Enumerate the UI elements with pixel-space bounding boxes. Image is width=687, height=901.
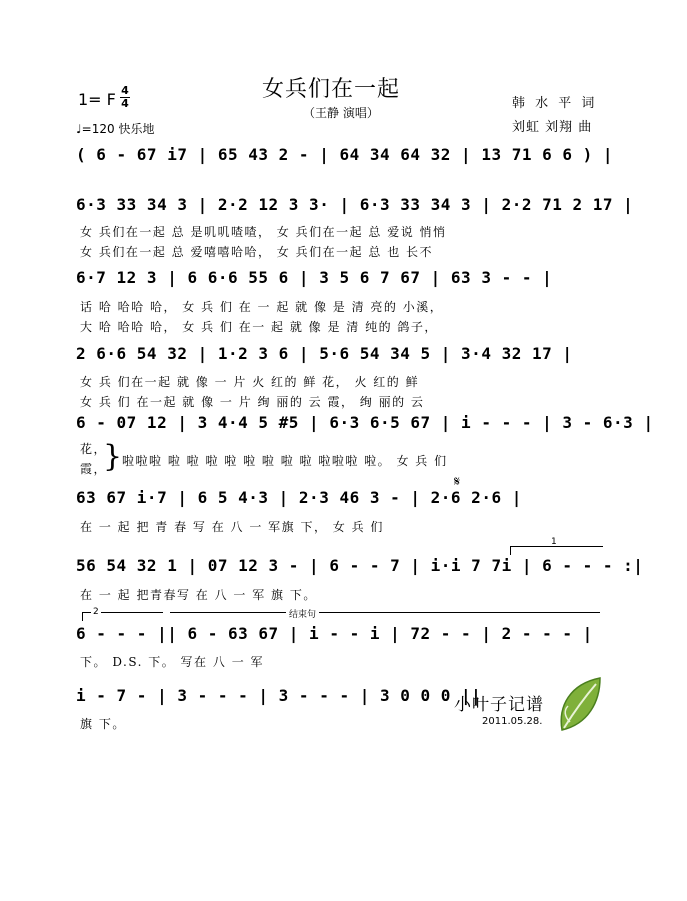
volta-1-bracket [510,537,603,555]
notation-line-6 [76,488,616,518]
lyric-line-4b: 女 兵 们 在一起 就 像 一 片 绚 丽的 云 霞， 绚 丽的 云 [80,395,425,409]
time-signature [120,86,130,109]
volta-2-bracket [82,607,163,621]
notation-line-4 [76,344,616,374]
brace-icon: } [103,439,123,474]
coda-bracket [170,612,600,619]
notes: ( 6 - 67 i7 | 65 43 2 - | 64 34 64 32 | 13 71 6 6 ) | [76,145,614,164]
singer-subtitle: （王静 演唱） [303,106,379,120]
notation-line-8 [76,624,616,654]
notation-line-3 [76,268,616,298]
time-sig-top: 4 [121,84,129,97]
notes: i - 7 - | 3 - - - | 3 - - - | 3 0 0 0 || [76,686,482,705]
lyric-line-8: 下。 D.S. 下。 写在 八 一 军 [80,655,265,669]
volta-2-label: 2 [93,607,99,617]
lyric-line-5b: 霞， [80,462,108,476]
composer-credit: 刘虹 刘翔 曲 [512,120,593,135]
lyric-line-6: 在 一 起 把 青 春 写 在 八 一 军旗 下， 女 兵 们 [80,520,384,534]
notes: 63 67 i·7 | 6 5 4·3 | 2·3 46 3 - | 2·6 2·6 | [76,488,522,507]
lyric-line-4a: 女 兵 们在一起 就 像 一 片 火 红的 鲜 花， 火 红的 鲜 [80,375,420,389]
tempo-marking [76,120,154,137]
lyric-line-2b: 女 兵们在一起 总 爱嘻嘻哈哈， 女 兵们在一起 总 也 长不 [80,245,434,259]
notation-line-5 [76,413,654,443]
notes: 6·7 12 3 | 6 6·6 55 6 | 3 5 6 7 67 | 63 3 - - | [76,268,553,287]
notation-line-2 [76,195,634,225]
lyric-line-5a: 花， [80,442,108,456]
transcriber-signature: 小叶子记谱 [454,695,544,715]
notes: 56 54 32 1 | 07 12 3 - | 6 - - 7 | i·i 7 7i | 6 - - - :| [76,556,644,575]
lyric-line-2a: 女 兵们在一起 总 是叽叽喳喳， 女 兵们在一起 总 爱说 悄悄 [80,225,447,239]
notation-line-7 [76,556,644,586]
notes: 6·3 33 34 3 | 2·2 12 3 3· | 6·3 33 34 3 | 2·2 71 2 17 | [76,195,634,214]
lyric-line-7: 在 一 起 把青春写 在 八 一 军 旗 下。 [80,588,317,602]
lyric-line-3b: 大 哈 哈哈 哈， 女 兵 们 在一 起 就 像 是 清 纯的 鸽子， [80,320,438,334]
notation-line-9 [76,686,482,716]
notes: 6 - 07 12 | 3 4·4 5 #5 | 6·3 6·5 67 | i - - - | 3 - 6·3 | [76,413,654,432]
tempo-text: =120 快乐地 [81,122,155,136]
key-signature: 1= F [78,90,116,109]
transcription-date: 2011.05.28. [482,716,543,727]
notes: 2 6·6 54 32 | 1·2 3 6 | 5·6 54 34 5 | 3·4 32 17 | [76,344,573,363]
lyric-line-3a: 话 哈 哈哈 哈， 女 兵 们 在 一 起 就 像 是 清 亮的 小溪， [80,300,444,314]
ending-label: 结束句 [286,607,319,620]
time-sig-bottom: 4 [121,97,129,110]
lyric-line-9: 旗 下。 [80,717,126,731]
notes: 6 - - - || 6 - 63 67 | i - - i | 72 - - | 2 - - - | [76,624,593,643]
volta-1-label: 1 [551,537,557,547]
song-title: 女兵们在一起 [262,77,401,102]
quarter-note-icon: ♩ [76,122,82,136]
lyric-line-5-side: 啦啦啦 啦 啦 啦 啦 啦 啦 啦 啦 啦啦啦 啦。 女 兵 们 [122,454,448,468]
segno-icon: 𝄋 [454,474,461,490]
notation-line-1 [76,145,616,175]
lyricist-credit: 韩 水 平 词 [512,96,598,111]
leaf-logo-icon [556,676,604,734]
